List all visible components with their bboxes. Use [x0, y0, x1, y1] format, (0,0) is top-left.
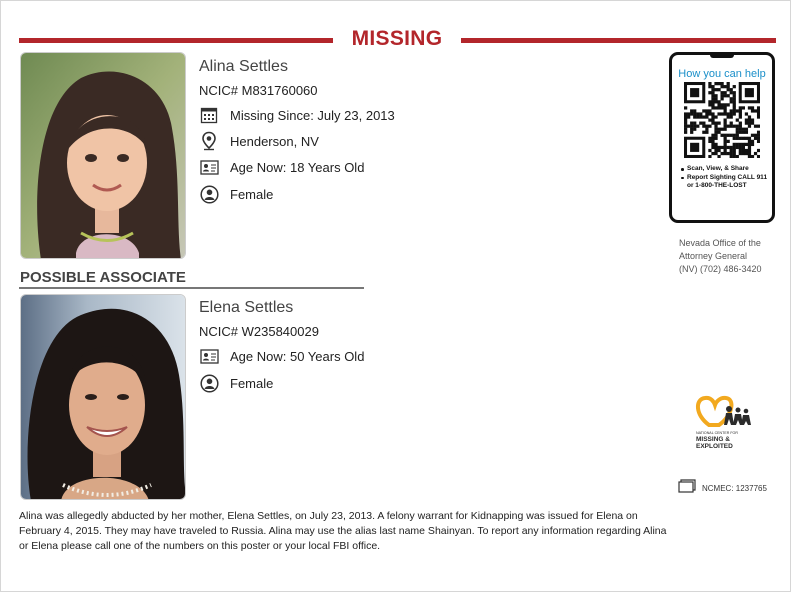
- section-title-associate: POSSIBLE ASSOCIATE: [20, 269, 186, 286]
- associate-ncic: NCIC# W235840029: [199, 324, 319, 339]
- header-rule-right: [461, 38, 776, 43]
- poster-title: MISSING: [351, 27, 443, 50]
- associate-age-row: [199, 346, 364, 366]
- id-card-icon: [199, 346, 219, 366]
- help-title: How you can help: [678, 68, 766, 80]
- ncmec-logo: [693, 395, 755, 458]
- section-divider: [19, 287, 364, 289]
- logo-line-2: MISSING &: [696, 436, 730, 443]
- qr-code[interactable]: [684, 82, 760, 163]
- contact-line-1: Nevada Office of the: [679, 238, 761, 248]
- associate-name: Elena Settles: [199, 299, 294, 316]
- child-missing-since: Missing Since: July 23, 2013: [230, 107, 395, 123]
- logo-line-1: NATIONAL CENTER FOR: [696, 431, 738, 435]
- child-name: Alina Settles: [199, 58, 288, 75]
- help-item-report: Report Sighting CALL 911 or 1-800-THE-LOST: [678, 174, 770, 191]
- person-icon: [199, 184, 219, 204]
- child-missing-since-row: [199, 105, 395, 125]
- child-sex: Female: [230, 186, 274, 202]
- child-photo: [20, 52, 186, 259]
- folder-icon: [678, 479, 696, 498]
- contact-line-2: Attorney General: [679, 251, 748, 261]
- contact-block: [679, 237, 762, 276]
- map-pin-icon: [199, 131, 219, 151]
- associate-sex-row: [199, 373, 273, 393]
- calendar-icon: [199, 105, 219, 125]
- child-ncic: NCIC# M831760060: [199, 83, 318, 98]
- associate-photo: [20, 294, 186, 500]
- help-phone-card: [669, 52, 775, 223]
- child-sex-row: [199, 184, 273, 204]
- person-icon: [199, 373, 219, 393]
- header-rule-left: [19, 38, 333, 43]
- associate-age-now: Age Now: 50 Years Old: [230, 348, 365, 364]
- associate-sex: Female: [230, 375, 274, 391]
- help-list: [678, 165, 770, 191]
- child-location-row: [199, 131, 319, 151]
- case-narrative: Alina was allegedly abducted by her mother, Elena Settles, on July 23, 2013. A felony warrant for Kidnapping was issued for Elena on February 4, 2015. They may have traveled to Russia. Alina may use the alias last name Shainyan. To report any information regarding Alina or Elena please call one of the numbers on this poster or your local FBI office.: [19, 510, 667, 552]
- child-age-row: [199, 157, 364, 177]
- ncmec-case-row: [678, 479, 767, 498]
- id-card-icon: [199, 157, 219, 177]
- logo-line-3: EXPLOITED: [696, 443, 733, 450]
- contact-phone: (NV) (702) 486-3420: [679, 264, 762, 274]
- phone-notch: [710, 54, 734, 58]
- child-age-now: Age Now: 18 Years Old: [230, 159, 365, 175]
- child-location: Henderson, NV: [230, 133, 319, 149]
- ncmec-case-number: NCMEC: 1237765: [702, 484, 767, 493]
- help-item-share: Scan, View, & Share: [678, 165, 770, 174]
